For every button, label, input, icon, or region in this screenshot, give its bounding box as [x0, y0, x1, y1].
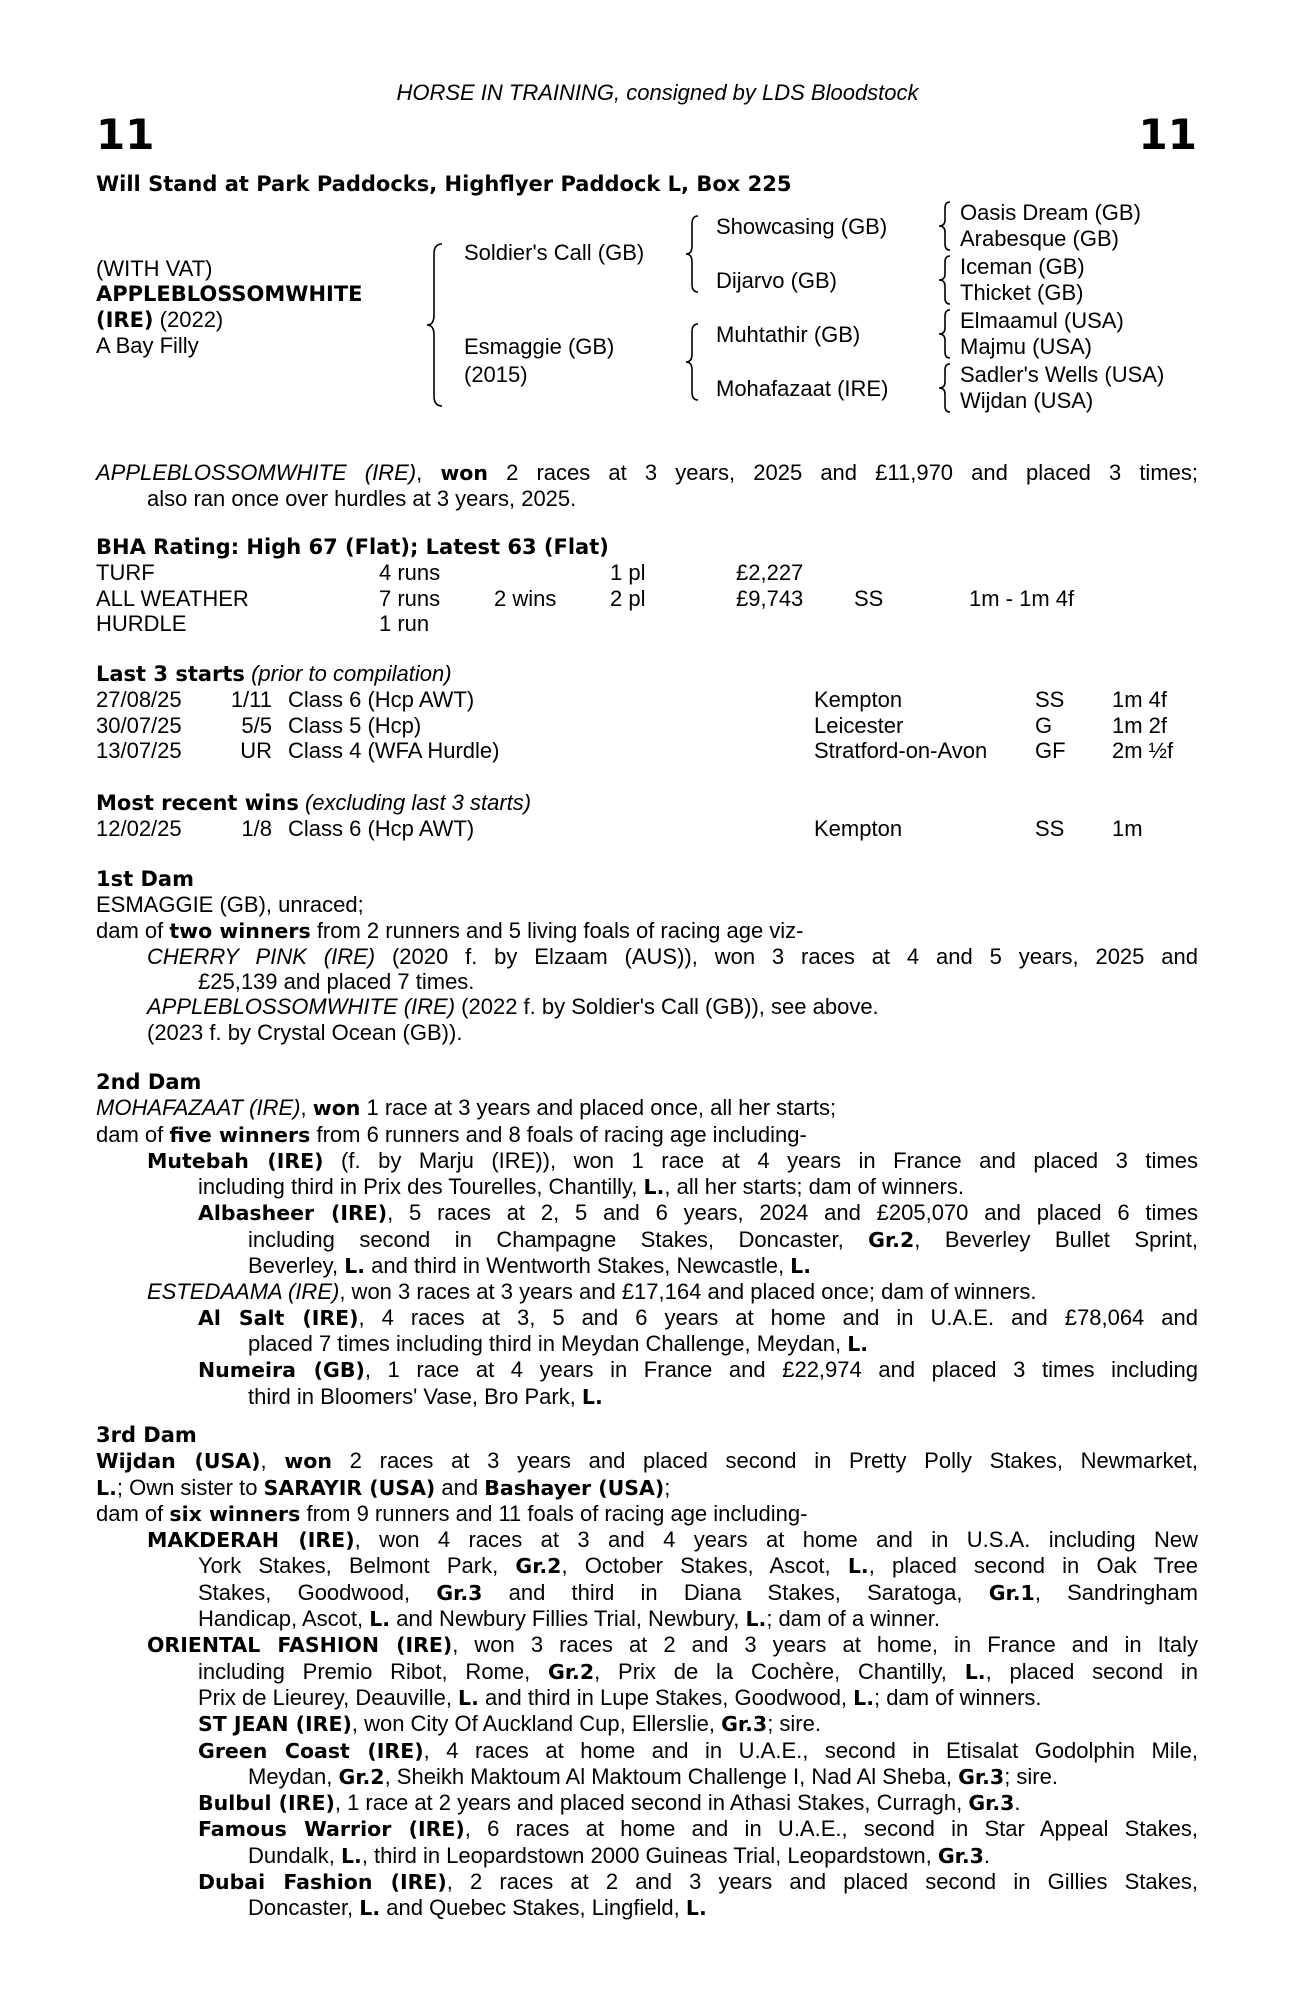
horse-country: (IRE)	[96, 308, 154, 332]
table-cell: 13/07/25	[96, 737, 182, 763]
text: placed 7 times including third in Meydan Challenge, Meydan,	[248, 1330, 848, 1356]
table-cell: HURDLE	[96, 610, 187, 636]
text-line	[248, 1253, 1198, 1279]
table-cell: Class 6 (Hcp AWT)	[288, 687, 475, 713]
text-line	[198, 1174, 1198, 1200]
text-line	[248, 1895, 1198, 1921]
third-dam-section	[96, 1423, 1198, 1922]
table-cell: Class 4 (WFA Hurdle)	[288, 737, 500, 763]
text: £25,139 and placed 7 times.	[198, 969, 475, 995]
text: York Stakes, Belmont Park,	[198, 1553, 516, 1579]
text: and Quebec Stakes, Lingfield,	[380, 1895, 686, 1921]
table-cell: GF	[1035, 737, 1066, 763]
text: ; Own sister to	[116, 1474, 264, 1500]
text-line	[147, 1279, 1198, 1304]
table-row	[96, 816, 1198, 841]
text-line	[96, 1448, 1198, 1474]
text: and third in Diana Stakes, Saratoga,	[482, 1579, 989, 1605]
race-summary	[96, 460, 1198, 512]
last-starts-heading: Last 3 starts	[96, 662, 245, 686]
pedigree-entry	[96, 994, 1198, 1019]
text: , 4 races at home and in U.A.E., second in Etisalat Godolphin Mile,	[423, 1737, 1198, 1763]
bold-text: Dubai Fashion (IRE)	[198, 1870, 447, 1895]
text: Meydan,	[248, 1763, 339, 1789]
text: from 6 runners and 8 foals of racing age including-	[310, 1121, 807, 1147]
pedigree-entry	[96, 1020, 1198, 1045]
dam-sire: Muhtathir (GB)	[716, 322, 861, 347]
pedigree-entry	[96, 1305, 1198, 1358]
table-cell: 1m 2f	[1112, 712, 1168, 738]
recent-wins-heading: Most recent wins	[96, 791, 299, 815]
ggp-brace	[936, 200, 956, 252]
second-dam-section	[96, 1070, 1198, 1410]
text: 2 races at 3 years, 2025 and £11,970 and placed 3 times;	[487, 460, 1198, 485]
text: (2022 f. by Soldier's Call (GB)), see above.	[455, 994, 879, 1020]
bold-text: five winners	[169, 1122, 311, 1147]
pedigree-entry	[96, 460, 1198, 512]
table-cell: 5/5	[241, 712, 272, 738]
table-cell: 2 pl	[610, 585, 646, 611]
text: , won 4 races at 3 and 4 years at home and in U.S.A. including New	[354, 1527, 1198, 1553]
text: , 4 races at 3, 5 and 6 years at home and in U.A.E. and £78,064 and	[358, 1304, 1198, 1330]
text: dam of	[96, 1500, 170, 1526]
table-cell: 1m 4f	[1112, 687, 1168, 713]
pedigree-entry	[96, 1501, 1198, 1527]
bold-text: Gr.3	[958, 1764, 1005, 1789]
table-cell: 30/07/25	[96, 712, 182, 738]
ggp-4: Thicket (GB)	[960, 280, 1084, 305]
pedigree-entry	[96, 918, 1198, 944]
text: and	[435, 1474, 485, 1500]
text-line	[248, 1227, 1198, 1253]
text-line	[147, 1527, 1198, 1553]
bold-text: Wijdan (USA)	[96, 1449, 261, 1474]
table-cell: TURF	[96, 560, 155, 586]
pedigree-entry	[96, 1279, 1198, 1304]
pedigree-entry	[96, 944, 1198, 995]
bold-text: Bulbul (IRE)	[198, 1791, 335, 1816]
table-cell: 1m	[1112, 816, 1143, 842]
table-cell: 1 pl	[610, 560, 646, 586]
table-cell: SS	[1035, 816, 1065, 842]
text-line	[96, 1122, 1198, 1148]
italic-text: CHERRY PINK (IRE)	[147, 943, 376, 969]
bold-text: ORIENTAL FASHION (IRE)	[147, 1633, 453, 1658]
text: including third in Prix des Tourelles, Chantilly,	[198, 1174, 644, 1200]
table-cell: Class 6 (Hcp AWT)	[288, 816, 475, 842]
text-line	[147, 1632, 1198, 1658]
text: , 1 race at 2 years and placed second in Athasi Stakes, Curragh,	[334, 1790, 969, 1816]
text-line	[198, 969, 1198, 994]
text-line	[198, 1305, 1198, 1331]
text: .	[983, 1842, 991, 1868]
table-cell: 1 run	[379, 610, 430, 636]
bold-text: L.	[96, 1475, 117, 1500]
ggp-6: Majmu (USA)	[960, 334, 1093, 359]
lot-number-right: 11	[1138, 110, 1197, 159]
text-line	[198, 1816, 1198, 1842]
pedigree-entry	[96, 1448, 1198, 1501]
text-line	[96, 918, 1198, 944]
text-line	[96, 460, 1198, 486]
dam-dam: Mohafazaat (IRE)	[716, 376, 889, 401]
text-line	[198, 1357, 1198, 1383]
dam: Esmaggie (GB)	[464, 334, 615, 359]
text: also ran once over hurdles at 3 years, 2025.	[147, 486, 577, 512]
text-line	[96, 892, 1198, 917]
dam-heading: 1st Dam	[96, 867, 194, 891]
dam-heading: 3rd Dam	[96, 1423, 197, 1447]
text-line	[198, 1606, 1198, 1632]
text: Dundalk,	[248, 1842, 341, 1868]
bold-text: L.	[847, 1331, 869, 1356]
pedigree-entry	[96, 1200, 1198, 1279]
bold-text: L.	[458, 1685, 479, 1710]
text: ,	[416, 460, 441, 485]
text-line	[96, 1095, 1198, 1121]
table-cell: 4 runs	[379, 560, 441, 586]
bold-text: won	[312, 1096, 361, 1121]
text: ,	[300, 1095, 313, 1121]
pedigree-entry	[96, 892, 1198, 917]
pedigree-entry	[96, 1148, 1198, 1201]
bold-text: Gr.3	[436, 1580, 483, 1605]
recent-wins	[96, 790, 1198, 842]
text: third in Bloomers' Vase, Bro Park,	[248, 1383, 582, 1409]
text: (2023 f. by Crystal Ocean (GB)).	[147, 1019, 463, 1045]
text: and Newbury Fillies Trial, Newbury,	[390, 1606, 746, 1632]
text-line	[147, 1148, 1198, 1174]
text-line	[96, 1501, 1198, 1527]
table-cell: 7 runs	[379, 585, 441, 611]
text-line	[198, 1738, 1198, 1764]
text: , all her starts; dam of winners.	[664, 1174, 964, 1200]
bold-text: Bashayer (USA)	[484, 1475, 665, 1500]
ggp-brace	[936, 362, 956, 414]
text: , October Stakes, Ascot,	[561, 1553, 848, 1579]
bold-text: won	[284, 1449, 332, 1474]
text-line	[198, 1685, 1198, 1711]
text: , placed second in	[985, 1658, 1199, 1684]
table-row	[96, 687, 1198, 712]
recent-wins-note: (excluding last 3 starts)	[304, 790, 532, 815]
text: , won 3 races at 3 years and £17,164 and placed once; dam of winners.	[339, 1279, 1037, 1305]
text: (f. by Marju (IRE)), won 1 race at 4 years in France and placed 3 times	[323, 1147, 1198, 1173]
text: , placed second in Oak Tree	[868, 1553, 1199, 1579]
text-line	[248, 1331, 1198, 1357]
pedigree-entry	[96, 1869, 1198, 1922]
ggp-1: Oasis Dream (GB)	[960, 200, 1141, 225]
italic-text: MOHAFAZAAT (IRE)	[96, 1095, 301, 1121]
ggp-8: Wijdan (USA)	[960, 388, 1094, 413]
text-line	[198, 1869, 1198, 1895]
text: ; dam of a winner.	[766, 1606, 940, 1632]
text-line	[198, 1711, 1198, 1737]
text: , 1 race at 4 years in France and £22,974 and placed 3 times including	[364, 1357, 1199, 1383]
pedigree-entry	[96, 1632, 1198, 1711]
horse-year: (2022)	[159, 307, 224, 332]
bold-text: Al Salt (IRE)	[198, 1305, 359, 1330]
table-cell: 1/8	[241, 816, 272, 842]
pedigree-entry	[96, 1816, 1198, 1869]
text: ; dam of winners.	[874, 1684, 1042, 1710]
text-line	[248, 1843, 1198, 1869]
bold-text: Green Coast (IRE)	[198, 1738, 424, 1763]
text-line	[198, 1659, 1198, 1685]
bold-text: Numeira (GB)	[198, 1358, 365, 1383]
sire-brace	[683, 214, 703, 294]
table-cell: Kempton	[814, 816, 903, 842]
bold-text: L.	[685, 1896, 707, 1921]
text: .	[1014, 1790, 1021, 1816]
table-cell: UR	[240, 737, 272, 763]
bold-text: Gr.2	[868, 1227, 915, 1252]
table-cell: 2m ½f	[1112, 737, 1174, 763]
bold-text: two winners	[169, 918, 311, 943]
bold-text: L.	[964, 1659, 986, 1684]
bold-text: L.	[344, 1254, 366, 1279]
pedigree-entry	[96, 1790, 1198, 1816]
pedigree-entry	[96, 1122, 1198, 1148]
text: ; sire.	[767, 1711, 821, 1737]
ggp-7: Sadler's Wells (USA)	[960, 362, 1165, 387]
table-cell: Kempton	[814, 687, 903, 713]
text: dam of	[96, 917, 170, 943]
text: ; sire.	[1004, 1763, 1058, 1789]
text-line	[198, 1790, 1198, 1816]
stand-location: Will Stand at Park Paddocks, Highflyer Paddock L, Box 225	[96, 172, 792, 196]
bold-text: MAKDERAH (IRE)	[147, 1528, 355, 1553]
text-line	[147, 994, 1198, 1019]
ggp-3: Iceman (GB)	[960, 254, 1085, 279]
bold-text: L.	[853, 1685, 875, 1710]
table-cell: Stratford-on-Avon	[814, 737, 988, 763]
bold-text: Mutebah (IRE)	[147, 1148, 324, 1173]
pedigree-entry	[96, 1527, 1198, 1632]
text: and third in Wentworth Stakes, Newcastle,	[365, 1253, 791, 1279]
italic-text: ESTEDAAMA (IRE)	[147, 1279, 340, 1305]
pedigree-entry	[96, 1738, 1198, 1791]
ggp-5: Elmaamul (USA)	[960, 308, 1124, 333]
ggp-brace	[936, 254, 956, 306]
text: ,	[260, 1448, 285, 1474]
catalogue-header: HORSE IN TRAINING, consigned by LDS Bloodstock	[396, 80, 919, 105]
bha-rating	[96, 535, 1198, 636]
text: , 2 races at 2 and 3 years and placed second in Gillies Stakes,	[446, 1869, 1198, 1895]
dam-brace	[683, 322, 703, 402]
text-line	[96, 1475, 1198, 1501]
text: 2 races at 3 years and placed second in Pretty Polly Stakes, Newmarket,	[331, 1448, 1199, 1474]
last-starts-note: (prior to compilation)	[251, 661, 452, 686]
horse-vat: (WITH VAT)	[96, 256, 213, 281]
bold-text: L.	[847, 1554, 869, 1579]
bold-text: L.	[643, 1175, 665, 1200]
text: from 9 runners and 11 foals of racing age including-	[300, 1500, 808, 1526]
bold-text: Gr.2	[515, 1554, 562, 1579]
pedigree-entry	[96, 1711, 1198, 1737]
text: (2020 f. by Elzaam (AUS)), won 3 races at 4 and 5 years, 2025 and	[375, 943, 1198, 969]
ggp-brace	[936, 308, 956, 360]
text-line	[248, 1384, 1198, 1410]
table-row	[96, 611, 1198, 636]
rating-heading: BHA Rating: High 67 (Flat); Latest 63 (Flat)	[96, 535, 609, 559]
pedigree-brace	[424, 242, 448, 408]
bold-text: L.	[340, 1843, 362, 1868]
bold-text: Albasheer (IRE)	[198, 1201, 388, 1226]
table-cell: SS	[1035, 687, 1065, 713]
sire: Soldier's Call (GB)	[464, 240, 645, 265]
text: , 6 races at home and in U.A.E., second in Star Appeal Stakes,	[464, 1816, 1198, 1842]
bold-text: L.	[790, 1254, 812, 1279]
bold-text: Gr.3	[721, 1712, 768, 1737]
text: , won 3 races at 2 and 3 years at home, in France and in Italy	[452, 1632, 1198, 1658]
dam-year: (2015)	[464, 362, 528, 387]
text: including second in Champagne Stakes, Doncaster,	[248, 1226, 869, 1252]
bold-text: Gr.2	[548, 1659, 595, 1684]
bold-text: Gr.2	[338, 1764, 385, 1789]
bold-text: L.	[745, 1607, 767, 1632]
text-line	[147, 944, 1198, 969]
text-line	[147, 1020, 1198, 1045]
text: Doncaster,	[248, 1895, 360, 1921]
table-cell: 12/02/25	[96, 816, 182, 842]
table-cell: Class 5 (Hcp)	[288, 712, 422, 738]
italic-text: APPLEBLOSSOMWHITE (IRE)	[96, 460, 417, 485]
lot-number-left: 11	[96, 110, 155, 159]
bold-text: Gr.3	[968, 1791, 1015, 1816]
table-cell: Leicester	[814, 712, 904, 738]
sire-sire: Showcasing (GB)	[716, 214, 888, 239]
text-line	[198, 1553, 1198, 1579]
table-cell: £2,227	[736, 560, 804, 586]
pedigree-entry	[96, 1095, 1198, 1121]
table-cell: SS	[854, 585, 884, 611]
table-cell: G	[1035, 712, 1053, 738]
bold-text: Famous Warrior (IRE)	[198, 1817, 465, 1842]
table-cell: 1/11	[230, 687, 272, 713]
ggp-2: Arabesque (GB)	[960, 226, 1119, 251]
text: from 2 runners and 5 living foals of racing age viz-	[310, 917, 804, 943]
table-cell: 2 wins	[494, 585, 557, 611]
first-dam-section	[96, 867, 1198, 1045]
text: , 5 races at 2, 5 and 6 years, 2024 and £205,070 and placed 6 times	[387, 1200, 1198, 1226]
table-row	[96, 738, 1198, 763]
bold-text: L.	[359, 1896, 381, 1921]
pedigree-entry	[96, 1357, 1198, 1410]
text: Handicap, Ascot,	[198, 1606, 370, 1632]
table-row	[96, 713, 1198, 738]
text: , Beverley Bullet Sprint,	[914, 1226, 1198, 1252]
text-line	[198, 1580, 1198, 1606]
table-cell: ALL WEATHER	[96, 585, 249, 611]
bold-text: L.	[581, 1384, 603, 1409]
text: ESMAGGIE (GB), unraced;	[96, 892, 364, 918]
text-line	[248, 1764, 1198, 1790]
text: , Sandringham	[1034, 1579, 1198, 1605]
text: including Premio Ribot, Rome,	[198, 1658, 549, 1684]
bold-text: L.	[369, 1607, 391, 1632]
text: , won City Of Auckland Cup, Ellerslie,	[351, 1711, 722, 1737]
sire-dam: Dijarvo (GB)	[716, 268, 838, 293]
dam-heading: 2nd Dam	[96, 1070, 202, 1094]
text: , Prix de la Cochère, Chantilly,	[594, 1658, 965, 1684]
table-row	[96, 586, 1198, 611]
table-cell: £9,743	[736, 585, 804, 611]
bold-text: Gr.3	[937, 1843, 984, 1868]
text: ;	[664, 1474, 671, 1500]
horse-description: A Bay Filly	[96, 333, 199, 358]
bold-text: won	[440, 461, 488, 485]
table-row	[96, 560, 1198, 585]
text-line	[147, 486, 1198, 511]
text: , Sheikh Maktoum Al Maktoum Challenge I, Nad Al Sheba,	[384, 1763, 959, 1789]
bold-text: Gr.1	[988, 1580, 1035, 1605]
bold-text: ST JEAN (IRE)	[198, 1712, 352, 1737]
text: Prix de Lieurey, Deauville,	[198, 1684, 459, 1710]
text: and third in Lupe Stakes, Goodwood,	[478, 1684, 854, 1710]
table-cell: 1m - 1m 4f	[969, 585, 1075, 611]
last-starts	[96, 661, 1198, 763]
text: 1 race at 3 years and placed once, all her starts;	[360, 1095, 837, 1121]
bold-text: six winners	[169, 1501, 301, 1526]
bold-text: SARAYIR (USA)	[263, 1475, 436, 1500]
text-line	[198, 1200, 1198, 1226]
text: dam of	[96, 1121, 170, 1147]
text: Beverley,	[248, 1253, 345, 1279]
horse-name: APPLEBLOSSOMWHITE	[96, 282, 363, 306]
italic-text: APPLEBLOSSOMWHITE (IRE)	[147, 994, 456, 1020]
table-cell: 27/08/25	[96, 687, 182, 713]
text: , third in Leopardstown 2000 Guineas Trial, Leopardstown,	[361, 1842, 938, 1868]
text: Stakes, Goodwood,	[198, 1579, 437, 1605]
